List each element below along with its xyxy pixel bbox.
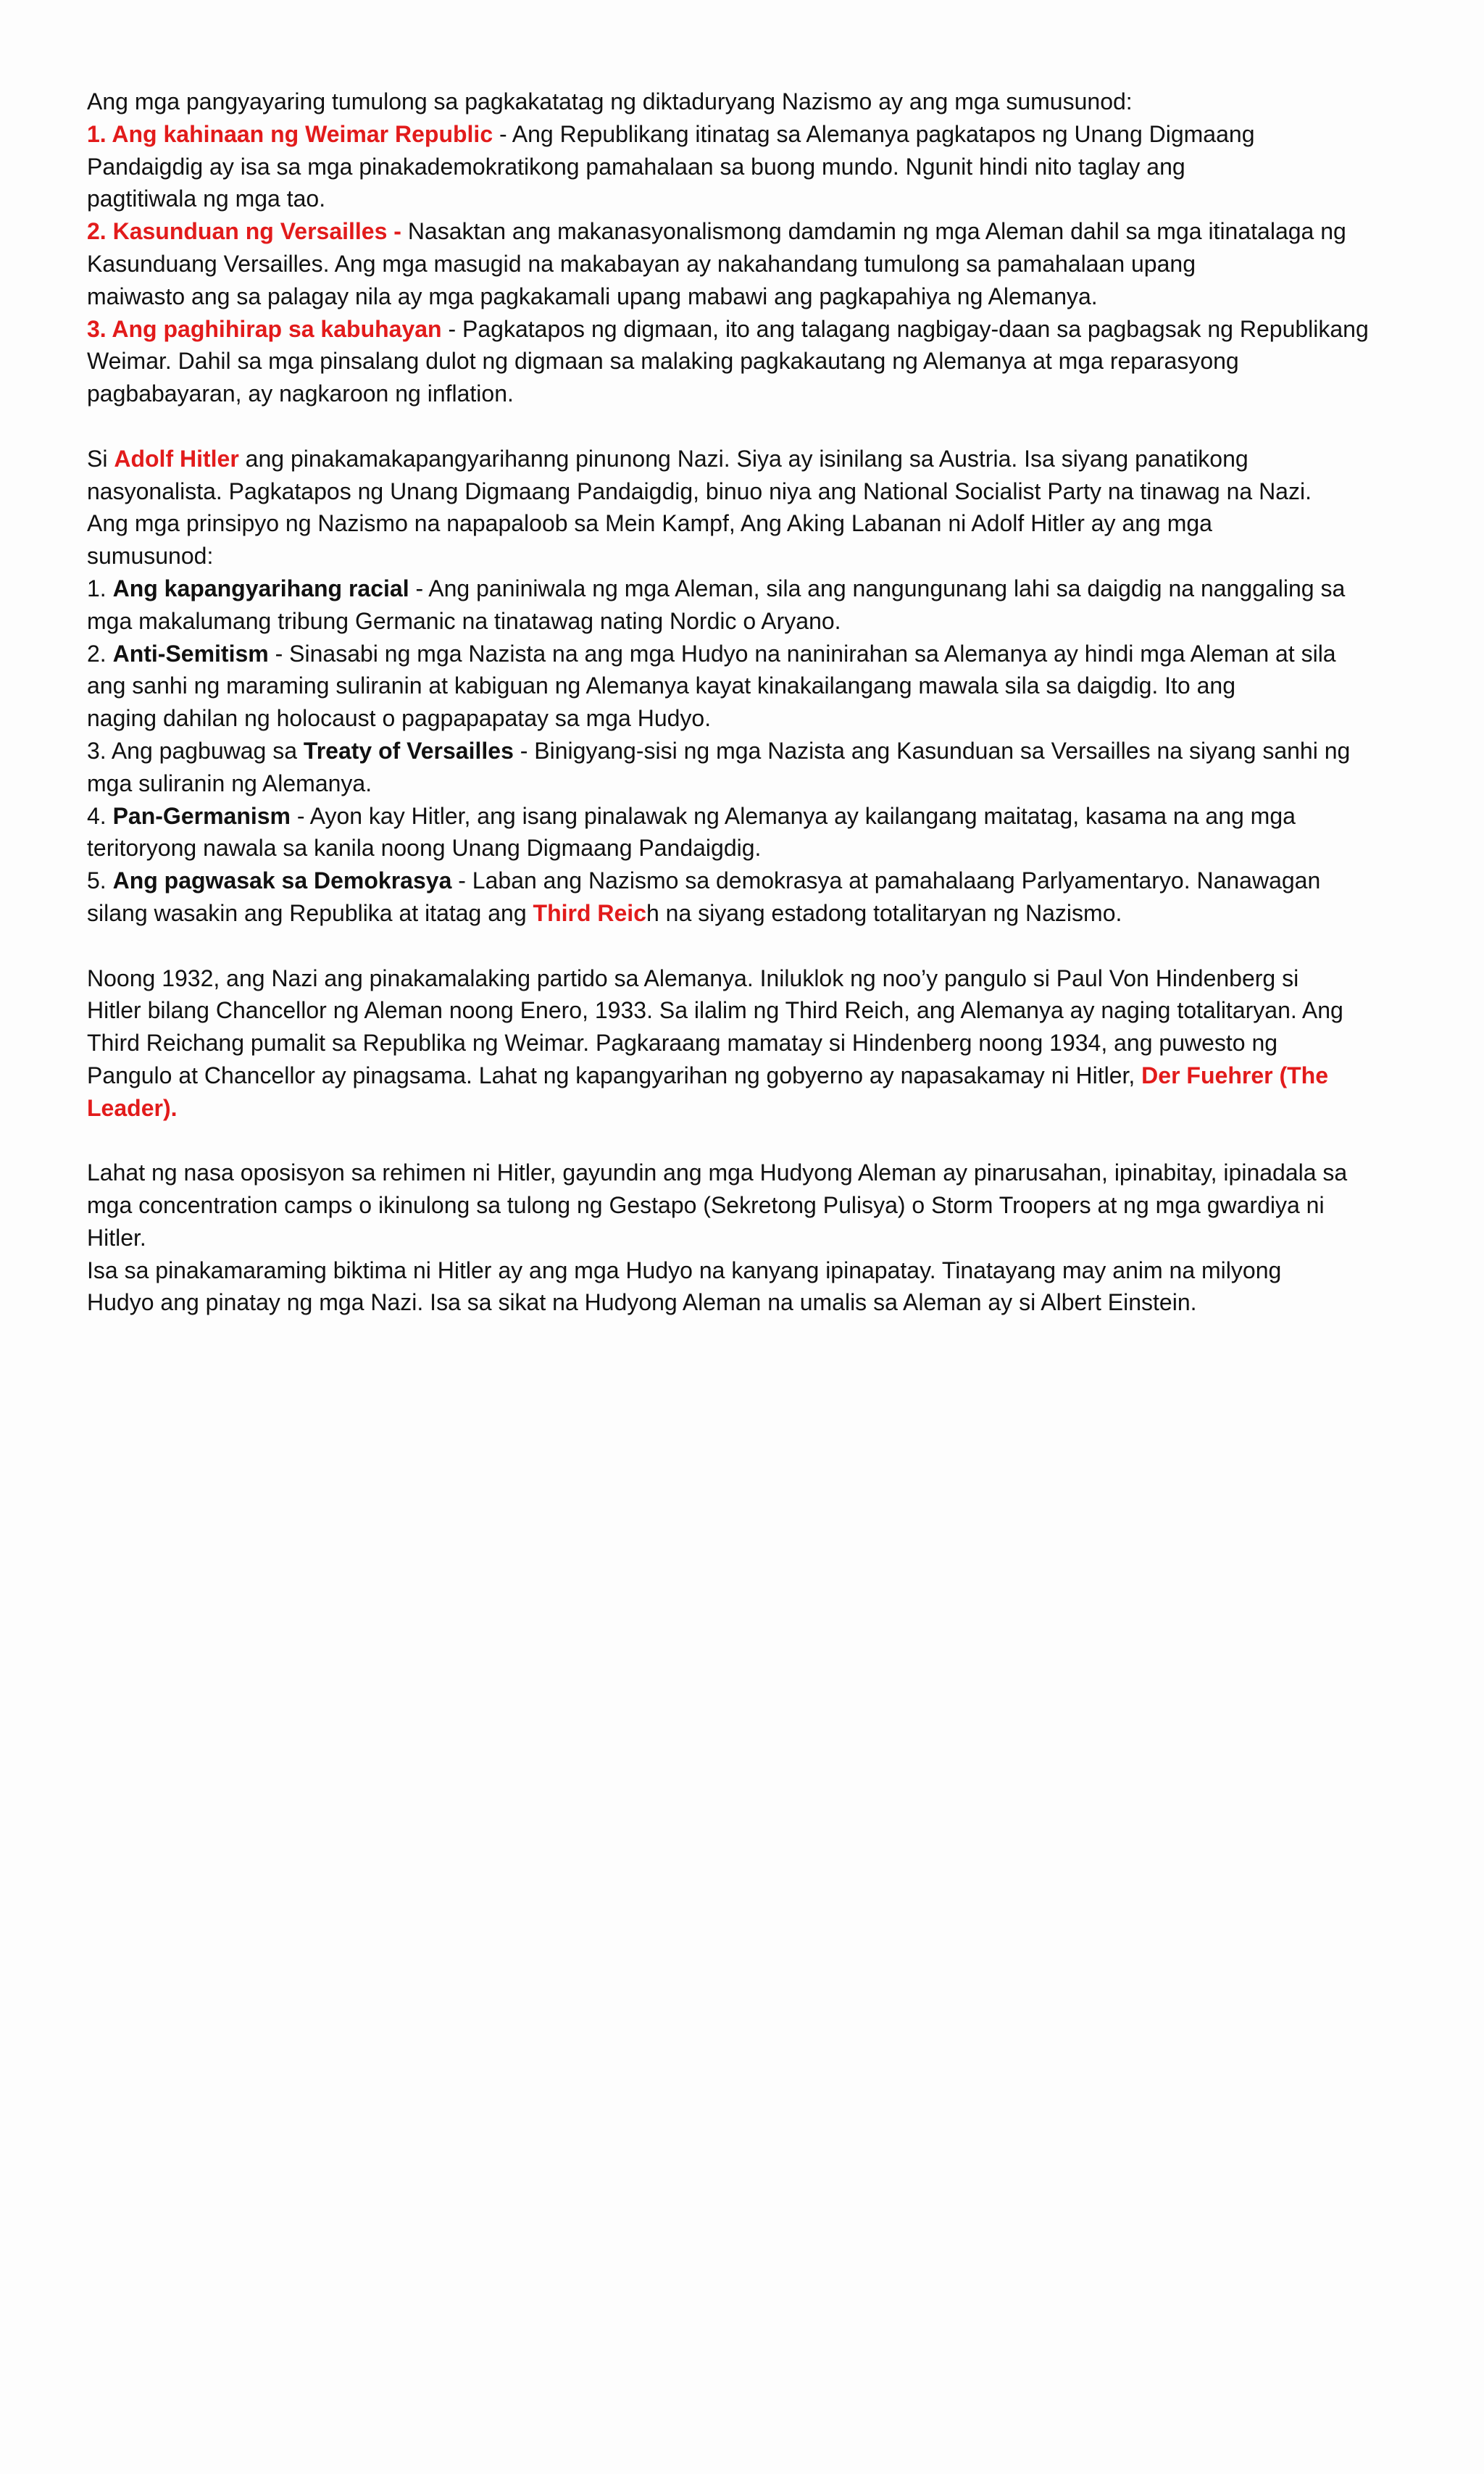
list-item-economy <box>87 313 1413 346</box>
text: ang pinakamakapangyarihanng pinunong Nazi. Siya ay isinilang sa Austria. Isa siyang panatikong <box>238 445 1249 472</box>
text-line: Hudyo ang pinatay ng mga Nazi. Isa sa sikat na Hudyong Aleman na umalis sa Aleman ay si Albert Einstein. <box>87 1289 1197 1316</box>
item-text: - Laban ang Nazismo sa demokrasya at pamahalaang Parlyamentaryo. Nanawagan <box>451 867 1321 894</box>
item-number: 5. <box>87 867 113 894</box>
item-heading: Anti-Semitism <box>112 640 269 667</box>
item-text: - Pagkatapos ng digmaan, ito ang talagang nagbigay-daan sa pagbagsak ng Republikang <box>441 315 1369 342</box>
intro-line: Ang mga pangyayaring tumulong sa pagkakatatag ng diktaduryang Nazismo ay ang mga sumusunod: <box>87 88 1133 114</box>
text: Si <box>87 445 114 472</box>
text: silang wasakin ang Republika at itatag ang <box>87 899 533 926</box>
text-line: Hitler bilang Chancellor ng Aleman noong Enero, 1933. Sa ilalim ng Third Reich, ang Alemanya ay naging totalitaryan. Ang <box>87 997 1343 1024</box>
fuehrer-line-cont <box>87 1092 1413 1125</box>
text-line: Ang mga prinsipyo ng Nazismo na napapaloob sa Mein Kampf, Ang Aking Labanan ni Adolf Hitler ay ang mga <box>87 510 1212 537</box>
text-line: teritoryong nawala sa kanila noong Unang Digmaang Pandaigdig. <box>87 835 762 862</box>
third-reich-highlight: Third Reic <box>533 899 646 926</box>
document-body <box>87 86 1413 1319</box>
text-line: Pandaigdig ay isa sa mga pinakademokratikong pamahalaan sa buong mundo. Ngunit hindi nito taglay ang <box>87 153 1185 180</box>
paragraph-gap <box>87 410 1413 443</box>
item-heading: 2. Kasunduan ng Versailles - <box>87 218 401 245</box>
text-line: mga suliranin ng Alemanya. <box>87 770 372 796</box>
text-line: Kasunduang Versailles. Ang mga masugid na makabayan ay nakahandang tumulong sa pamahalaan upang <box>87 250 1196 277</box>
item-heading: 3. Ang paghihirap sa kabuhayan <box>87 315 442 342</box>
list-item-versailles <box>87 215 1413 248</box>
item-heading: Pan-Germanism <box>112 802 291 829</box>
paragraph-gap <box>87 1125 1413 1157</box>
paragraph-gap <box>87 930 1413 962</box>
fuehrer-highlight: Der Fuehrer (The <box>1141 1062 1328 1088</box>
hitler-line <box>87 443 1413 475</box>
item-prefix: 3. Ang pagbuwag sa <box>87 737 304 764</box>
item-heading: Treaty of Versailles <box>303 737 514 764</box>
text-line: sumusunod: <box>87 543 214 570</box>
item-text: - Ang paniniwala ng mga Aleman, sila ang nangungunang lahi sa daigdig na nanggaling sa <box>409 575 1346 601</box>
text-line: nasyonalista. Pagkatapos ng Unang Digmaang Pandaigdig, binuo niya ang National Socialist Party na tinawag na Nazi. <box>87 478 1312 504</box>
item-text: - Binigyang-sisi ng mga Nazista ang Kasunduan sa Versailles na siyang sanhi ng <box>513 737 1351 764</box>
text-line: mga makalumang tribung Germanic na tinatawag nating Nordic o Aryano. <box>87 607 841 634</box>
text-line: Lahat ng nasa oposisyon sa rehimen ni Hitler, gayundin ang mga Hudyong Aleman ay pinarusahan, ipinabitay, ipinadala sa <box>87 1159 1348 1186</box>
text-line: Weimar. Dahil sa mga pinsalang dulot ng digmaan sa malaking pagkakautang ng Alemanya at mga reparasyong <box>87 348 1239 375</box>
item-heading: Ang kapangyarihang racial <box>112 575 409 601</box>
item-text: - Sinasabi ng mga Nazista na ang mga Hudyo na naninirahan sa Alemanya ay hindi mga Aleman at sila <box>268 640 1336 667</box>
item-number: 1. <box>87 575 113 601</box>
item-text: Nasaktan ang makanasyonalismong damdamin ng mga Aleman dahil sa mga itinatalaga ng <box>401 218 1346 245</box>
item-text: - Ayon kay Hitler, ang isang pinalawak ng Alemanya ay kailangang maitatag, kasama na ang mga <box>291 802 1296 829</box>
principle-item-5 <box>87 865 1413 897</box>
text-line: Noong 1932, ang Nazi ang pinakamalaking partido sa Alemanya. Iniluklok ng noo’y pangulo si Paul Von Hindenberg si <box>87 965 1299 991</box>
item-heading: Ang pagwasak sa Demokrasya <box>112 867 452 894</box>
principle-item-3 <box>87 735 1413 767</box>
text-line: naging dahilan ng holocaust o pagpapapatay sa mga Hudyo. <box>87 705 712 732</box>
text-line: maiwasto ang sa palagay nila ay mga pagkakamali upang mabawi ang pagkapahiya ng Alemanya. <box>87 283 1098 309</box>
text-line: Isa sa pinakamaraming biktima ni Hitler ay ang mga Hudyo na kanyang ipinapatay. Tinatayang may anim na milyong <box>87 1257 1282 1283</box>
item-heading: 1. Ang kahinaan ng Weimar Republic <box>87 120 493 147</box>
hitler-name: Adolf Hitler <box>114 445 239 472</box>
text-line: pagbabayaran, ay nagkaroon ng inflation. <box>87 380 514 407</box>
principle-item-4 <box>87 800 1413 833</box>
text: Pangulo at Chancellor ay pinagsama. Lahat ng kapangyarihan ng gobyerno ay napasakamay ni Hitler, <box>87 1062 1142 1088</box>
text-line: Hitler. <box>87 1224 146 1251</box>
list-item-weimar <box>87 118 1413 151</box>
fuehrer-highlight: Leader). <box>87 1094 178 1121</box>
text-line: ang sanhi ng maraming suliranin at kabiguan ng Alemanya kayat kinakailangang mawala sila sa daigdig. Ito ang <box>87 672 1235 699</box>
item-number: 2. <box>87 640 113 667</box>
fuehrer-line <box>87 1059 1413 1092</box>
text: h na siyang estadong totalitaryan ng Nazismo. <box>646 899 1122 926</box>
item-text: - Ang Republikang itinatag sa Alemanya pagkatapos ng Unang Digmaang <box>493 120 1255 147</box>
third-reich-line <box>87 897 1413 930</box>
principle-item-2 <box>87 638 1413 670</box>
item-number: 4. <box>87 802 113 829</box>
text-line: Third Reichang pumalit sa Republika ng Weimar. Pagkaraang mamatay si Hindenberg noong 1934, ang puwesto ng <box>87 1030 1278 1057</box>
text-line: mga concentration camps o ikinulong sa tulong ng Gestapo (Sekretong Pulisya) o Storm Troopers at ng mga gwardiya ni <box>87 1192 1325 1219</box>
text-line: pagtitiwala ng mga tao. <box>87 186 326 212</box>
principle-item-1 <box>87 572 1413 605</box>
